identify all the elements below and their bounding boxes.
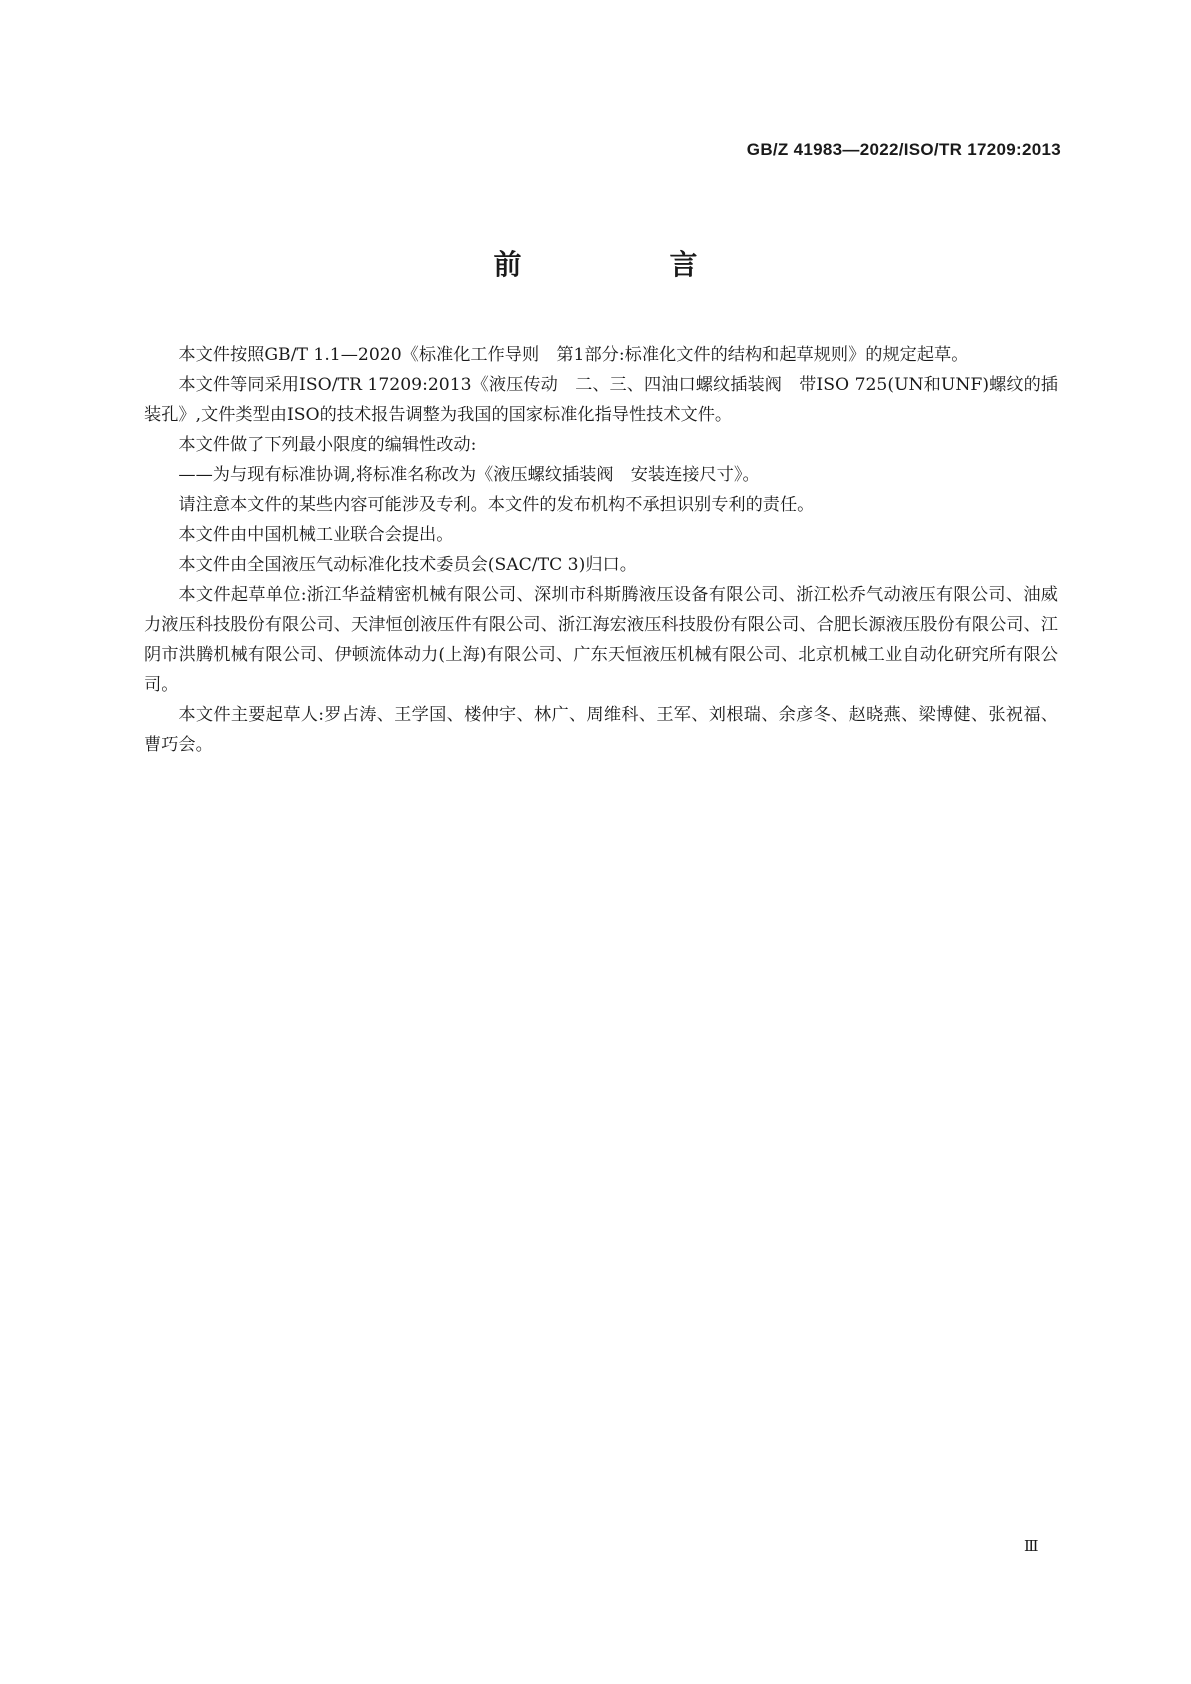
paragraph-drafting-rules: 本文件按照GB/T 1.1—2020《标准化工作导则 第1部分:标准化文件的结构和起草规则》的规定起草。	[178, 345, 969, 365]
page-title: 前 言	[493, 248, 758, 281]
paragraph-adoption: 本文件等同采用ISO/TR 17209:2013《液压传动 二、三、四油口螺纹插装阀 带ISO 725(UN和UNF)螺纹的插装孔》,文件类型由ISO的技术报告调整为我国的国家标准化指导性技术文件。	[144, 375, 1058, 425]
paragraph-editorial-changes: 本文件做了下列最小限度的编辑性改动:	[178, 435, 477, 455]
preface-body	[144, 340, 1058, 760]
paragraph-name-change: ——为与现有标准协调,将标准名称改为《液压螺纹插装阀 安装连接尺寸》。	[178, 465, 760, 485]
paragraph-drafters: 本文件主要起草人:罗占涛、王学国、楼仲宇、林广、周维科、王军、刘根瑞、余彦冬、赵晓燕、梁博健、张祝福、曹巧会。	[144, 705, 1058, 755]
paragraph-centralized-by: 本文件由全国液压气动标准化技术委员会(SAC/TC 3)归口。	[178, 555, 637, 575]
page-number: Ⅲ	[1024, 1537, 1039, 1555]
standard-code-header: GB/Z 41983—2022/ISO/TR 17209:2013	[746, 140, 1061, 159]
paragraph-patent-notice: 请注意本文件的某些内容可能涉及专利。本文件的发布机构不承担识别专利的责任。	[178, 495, 815, 515]
paragraph-proposer: 本文件由中国机械工业联合会提出。	[178, 525, 454, 545]
paragraph-drafting-units: 本文件起草单位:浙江华益精密机械有限公司、深圳市科斯腾液压设备有限公司、浙江松乔气动液压有限公司、油威力液压科技股份有限公司、天津恒创液压件有限公司、浙江海宏液压科技股份有限公司、合肥长源液压股份有限公司、江阴市洪腾机械有限公司、伊顿流体动力(上海)有限公司、广东天恒液压机械有限公司、北京机械工业自动化研究所有限公司。	[144, 585, 1058, 695]
